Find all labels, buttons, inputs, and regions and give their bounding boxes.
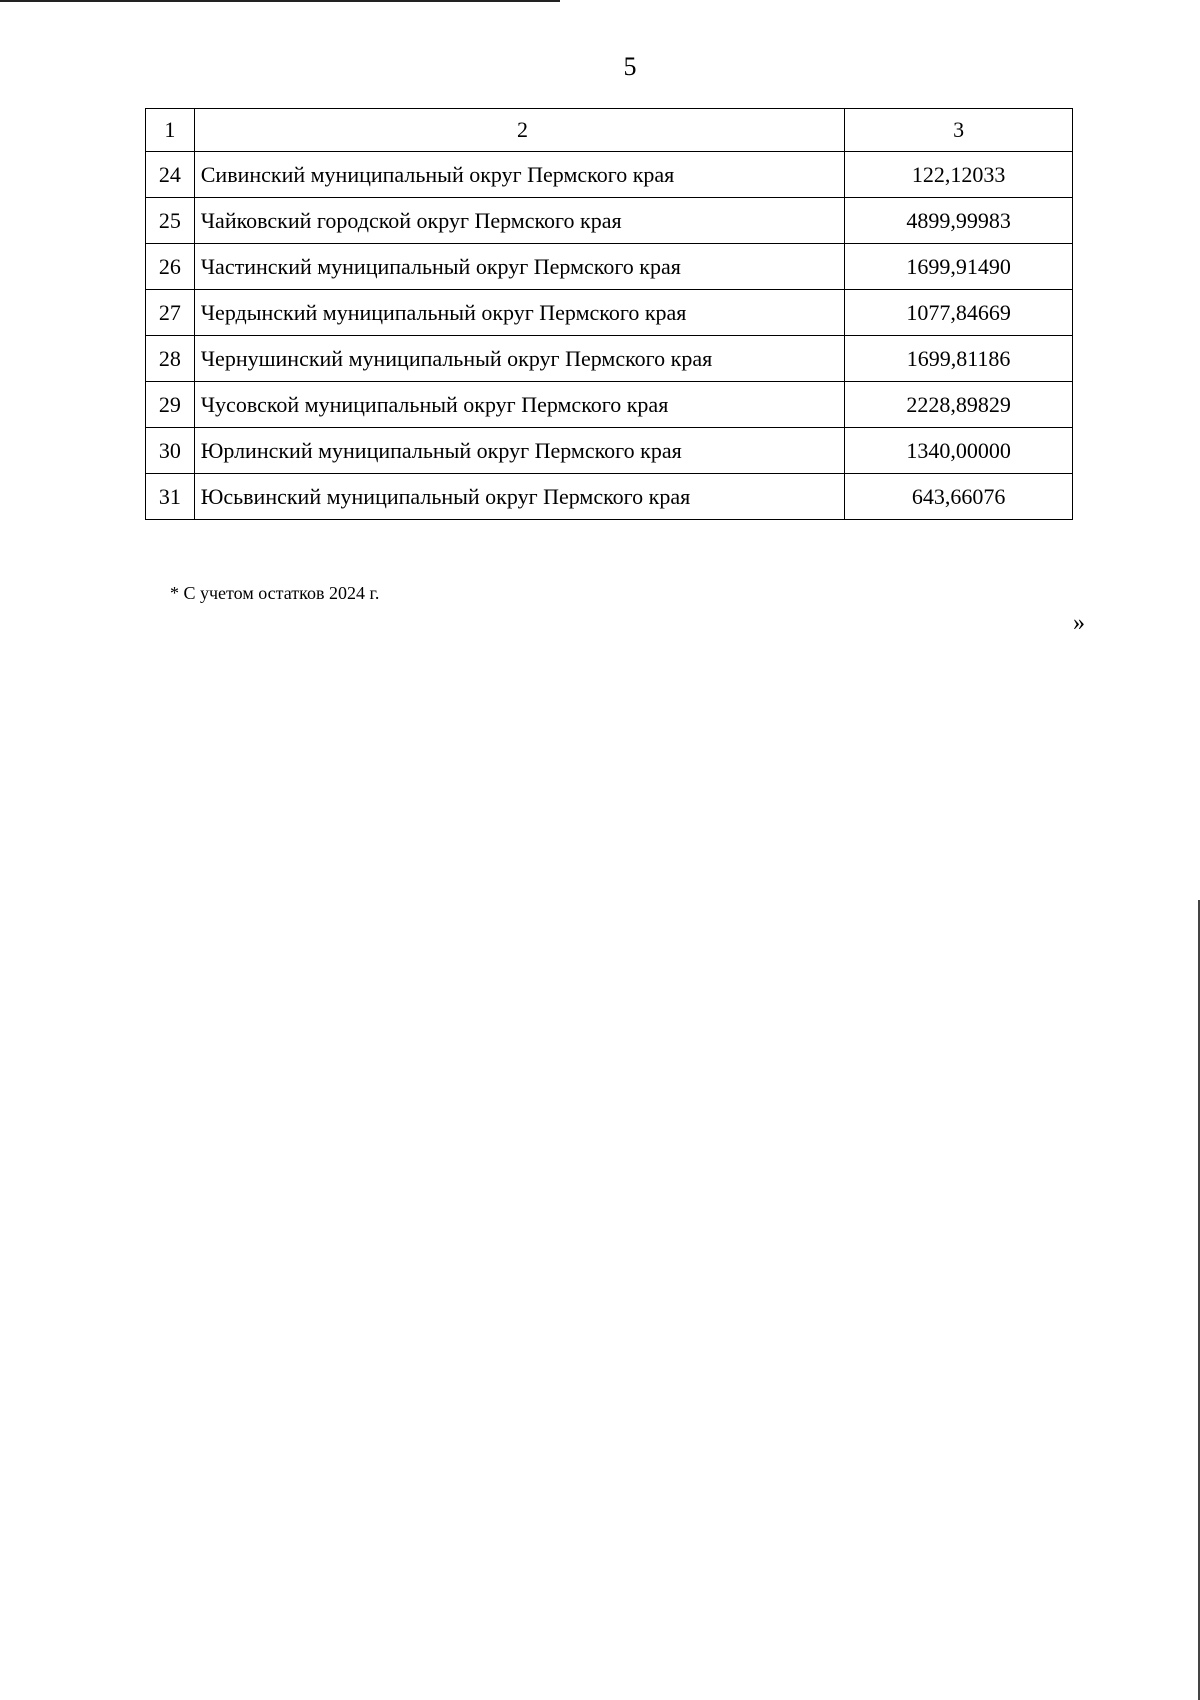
header-cell-col2: 2 <box>194 109 844 152</box>
page-number: 5 <box>623 52 637 81</box>
allocation-table <box>145 108 1073 520</box>
row-number: 25 <box>146 198 195 244</box>
amount-value: 2228,89829 <box>845 382 1073 428</box>
municipality-name: Чердынский муниципальный округ Пермского края <box>194 290 844 336</box>
row-number: 27 <box>146 290 195 336</box>
table-row <box>146 474 1073 520</box>
amount-value: 1699,81186 <box>845 336 1073 382</box>
row-number: 26 <box>146 244 195 290</box>
amount-value: 4899,99983 <box>845 198 1073 244</box>
municipality-name: Сивинский муниципальный округ Пермского края <box>194 152 844 198</box>
row-number: 29 <box>146 382 195 428</box>
municipality-name: Юсьвинский муниципальный округ Пермского края <box>194 474 844 520</box>
municipality-name: Чернушинский муниципальный округ Пермского края <box>194 336 844 382</box>
scan-edge-top <box>0 0 560 2</box>
table-row <box>146 198 1073 244</box>
row-number: 31 <box>146 474 195 520</box>
table-header-row <box>146 109 1073 152</box>
footnote: * С учетом остатков 2024 г. <box>170 583 380 603</box>
header-cell-col1: 1 <box>146 109 195 152</box>
table-row <box>146 244 1073 290</box>
municipality-name: Юрлинский муниципальный округ Пермского края <box>194 428 844 474</box>
municipality-name: Чусовской муниципальный округ Пермского края <box>194 382 844 428</box>
amount-value: 122,12033 <box>845 152 1073 198</box>
municipality-name: Чайковский городской округ Пермского края <box>194 198 844 244</box>
amount-value: 643,66076 <box>845 474 1073 520</box>
closing-quote: » <box>1073 610 1085 636</box>
table-row <box>146 336 1073 382</box>
row-number: 28 <box>146 336 195 382</box>
table-row <box>146 382 1073 428</box>
municipality-name: Частинский муниципальный округ Пермского края <box>194 244 844 290</box>
table-row <box>146 152 1073 198</box>
amount-value: 1077,84669 <box>845 290 1073 336</box>
amount-value: 1340,00000 <box>845 428 1073 474</box>
row-number: 30 <box>146 428 195 474</box>
table-row <box>146 290 1073 336</box>
header-cell-col3: 3 <box>845 109 1073 152</box>
amount-value: 1699,91490 <box>845 244 1073 290</box>
table-row <box>146 428 1073 474</box>
row-number: 24 <box>146 152 195 198</box>
